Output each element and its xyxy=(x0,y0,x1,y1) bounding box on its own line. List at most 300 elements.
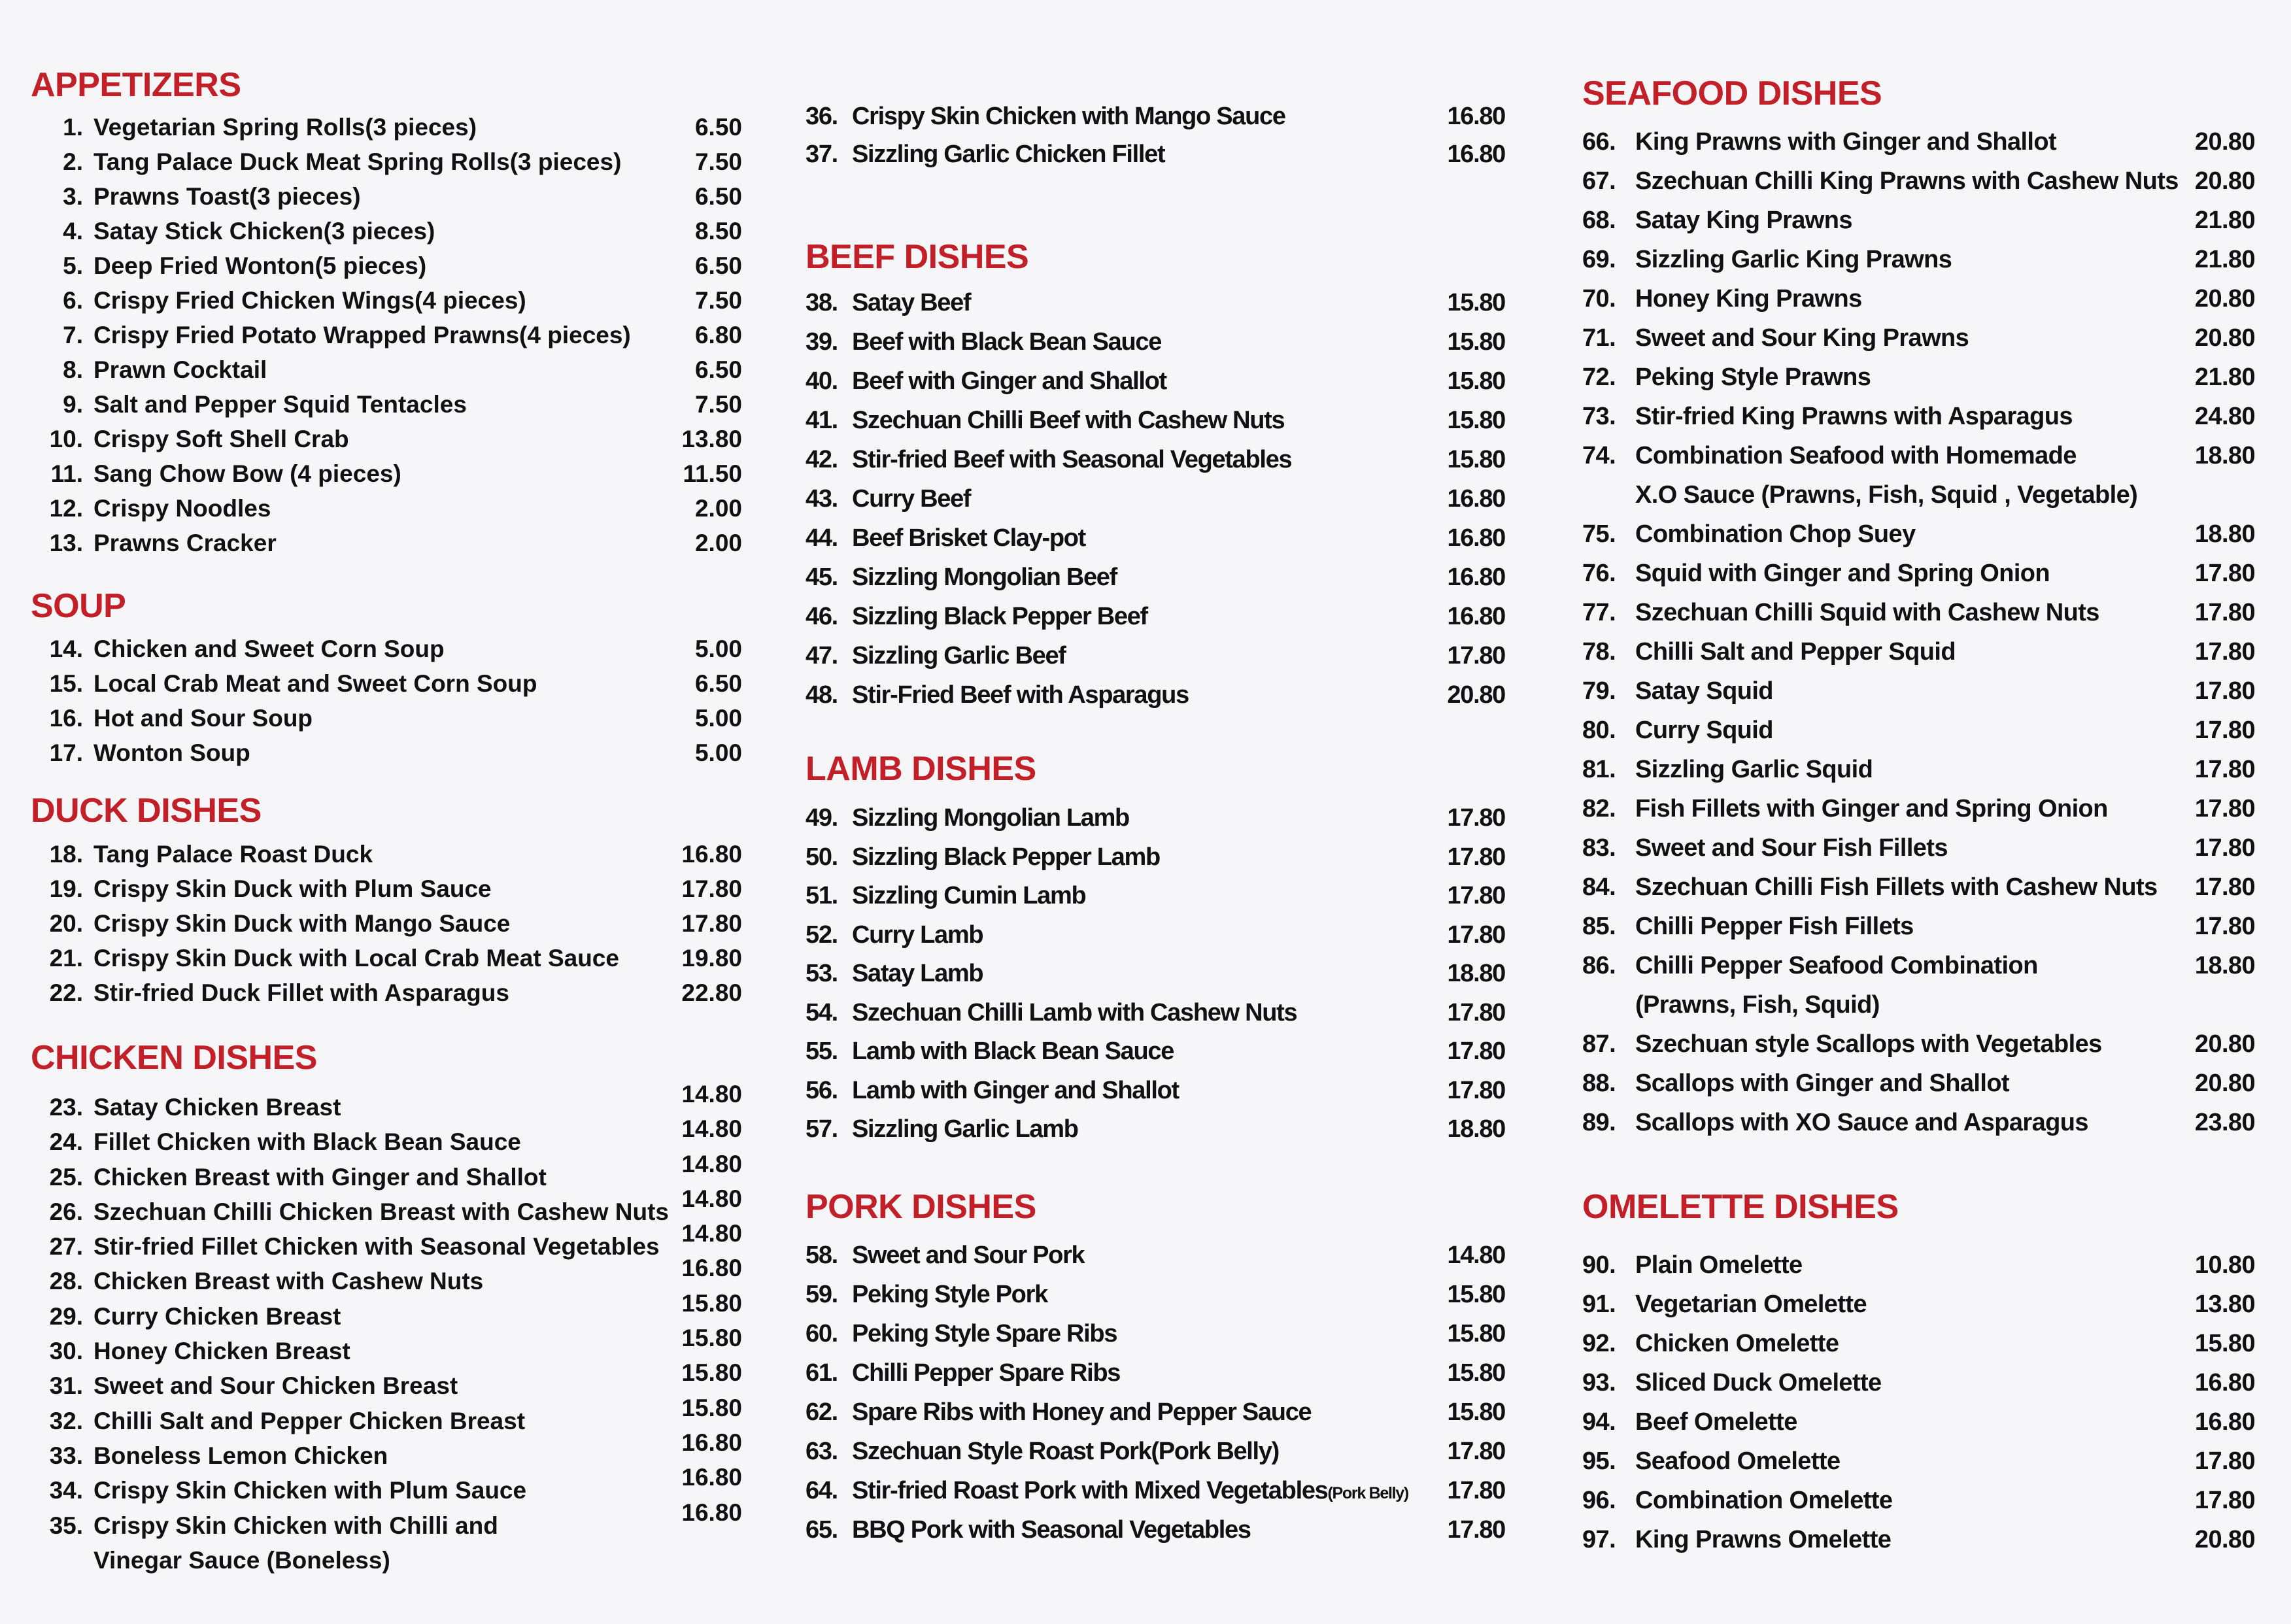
menu-item xyxy=(31,1150,742,1194)
item-name-wrap xyxy=(1635,1363,1882,1402)
menu-item xyxy=(31,906,742,941)
item-number: 95. xyxy=(1582,1447,1616,1475)
item-price: 17.80 xyxy=(2194,913,2255,940)
item-name-wrap xyxy=(93,318,631,352)
item-price: 17.80 xyxy=(1447,921,1505,949)
item-name-wrap xyxy=(93,666,537,701)
item-name: Chicken Breast with Cashew Nuts xyxy=(93,1268,484,1295)
item-price: 16.80 xyxy=(1447,524,1505,552)
menu-item xyxy=(806,597,1505,636)
item-name: Fish Fillets with Ginger and Spring Onion xyxy=(1635,795,2108,822)
item-name: Peking Style Spare Ribs xyxy=(852,1320,1117,1347)
item-price: 16.80 xyxy=(1447,103,1505,130)
item-name: Boneless Lemon Chicken xyxy=(93,1442,388,1469)
item-number: 25. xyxy=(49,1163,83,1191)
item-price: 15.80 xyxy=(1447,446,1505,473)
item-price: 17.80 xyxy=(1447,998,1505,1026)
item-number: 83. xyxy=(1582,834,1616,862)
menu-item xyxy=(1582,828,2255,868)
item-name-wrap xyxy=(852,1471,1408,1513)
item-name-wrap xyxy=(93,1508,498,1543)
item-price: 15.80 xyxy=(1447,1398,1505,1426)
item-price: 21.80 xyxy=(2194,246,2255,273)
item-price: 17.80 xyxy=(2194,834,2255,862)
item-price: 22.80 xyxy=(681,979,742,1006)
item-name-wrap xyxy=(852,97,1285,135)
menu-item xyxy=(31,1289,742,1334)
item-name: Lamb with Ginger and Shallot xyxy=(852,1076,1179,1104)
item-number: 46. xyxy=(806,603,838,630)
menu-item xyxy=(806,675,1505,715)
item-name: Beef with Ginger and Shallot xyxy=(852,367,1166,395)
item-name-wrap xyxy=(852,877,1085,916)
item-price: 17.80 xyxy=(2194,599,2255,626)
item-price: 6.50 xyxy=(694,252,742,279)
menu-item xyxy=(806,322,1505,362)
menu-item xyxy=(31,1220,742,1264)
item-name: Sizzling Cumin Lamb xyxy=(852,882,1086,909)
item-name: Chicken and Sweet Corn Soup xyxy=(93,635,445,662)
item-name-wrap xyxy=(1635,397,2073,436)
item-number: 41. xyxy=(806,407,838,434)
item-name-wrap xyxy=(852,1032,1174,1072)
menu-item xyxy=(806,955,1505,994)
item-number: 76. xyxy=(1582,560,1616,587)
item-name: Szechuan Chilli Lamb with Cashew Nuts xyxy=(852,998,1297,1026)
item-price: 14.80 xyxy=(1447,1242,1505,1269)
section-title: SEAFOOD DISHES xyxy=(1582,75,1882,112)
item-price: 7.50 xyxy=(694,391,742,418)
menu-item xyxy=(806,1110,1505,1149)
menu-item-continuation xyxy=(1582,985,2255,1024)
item-name: Chilli Salt and Pepper Squid xyxy=(1635,638,1956,666)
item-price: 19.80 xyxy=(681,945,742,972)
menu-item-continuation xyxy=(1582,475,2255,515)
menu-item xyxy=(806,362,1505,401)
item-name-wrap xyxy=(93,1194,669,1229)
item-number: 48. xyxy=(806,681,838,709)
item-name-wrap xyxy=(93,283,526,318)
item-name-wrap xyxy=(852,558,1117,597)
menu-item xyxy=(1582,279,2255,318)
menu-item xyxy=(1582,436,2255,475)
item-name: Combination Seafood with Homemade xyxy=(1635,442,2077,469)
menu-item xyxy=(31,1081,742,1125)
item-name: Vegetarian Omelette xyxy=(1635,1291,1867,1318)
item-name: Local Crab Meat and Sweet Corn Soup xyxy=(93,670,537,697)
item-price: 17.80 xyxy=(1447,804,1505,832)
item-name: Szechuan Chilli Beef with Cashew Nuts xyxy=(852,407,1285,434)
item-price: 17.80 xyxy=(2194,677,2255,705)
item-name-wrap xyxy=(93,632,445,666)
item-name-wrap xyxy=(93,1160,547,1194)
item-name-wrap xyxy=(1635,1285,1867,1324)
item-number: 89. xyxy=(1582,1109,1616,1136)
item-number: 68. xyxy=(1582,207,1616,234)
item-number: 42. xyxy=(806,446,838,473)
item-name: Tang Palace Duck Meat Spring Rolls(3 pieces) xyxy=(93,148,622,175)
menu-item xyxy=(806,877,1505,916)
item-number: 3. xyxy=(63,183,83,210)
menu-item xyxy=(1582,1064,2255,1103)
menu-item xyxy=(806,838,1505,877)
menu-section-omelette xyxy=(1582,1187,2255,1559)
item-name-wrap xyxy=(1635,201,1852,240)
menu-item xyxy=(806,1072,1505,1111)
menu-item xyxy=(31,456,742,491)
item-name-wrap xyxy=(1635,515,1916,554)
menu-item xyxy=(1582,515,2255,554)
item-name: Honey King Prawns xyxy=(1635,285,1862,313)
item-number: 52. xyxy=(806,921,838,949)
item-price: 15.80 xyxy=(681,1359,742,1387)
menu-item xyxy=(1582,711,2255,750)
item-number: 26. xyxy=(49,1198,83,1225)
item-name-wrap xyxy=(1635,828,1948,868)
item-name-wrap xyxy=(1635,632,1956,671)
item-number: 6. xyxy=(63,287,83,314)
item-price: 20.80 xyxy=(2194,1030,2255,1058)
item-name-wrap xyxy=(852,135,1164,173)
item-number: 44. xyxy=(806,524,838,552)
menu-section-pork xyxy=(806,1187,1505,1549)
item-name: Sizzling Garlic Lamb xyxy=(852,1115,1078,1143)
item-name: BBQ Pork with Seasonal Vegetables xyxy=(852,1516,1251,1544)
menu-item xyxy=(1582,1520,2255,1559)
item-number: 56. xyxy=(806,1076,838,1104)
item-name: Beef with Black Bean Sauce xyxy=(852,328,1162,356)
item-name-wrap xyxy=(1635,122,2056,161)
item-name: Peking Style Prawns xyxy=(1635,364,1871,391)
item-number: 59. xyxy=(806,1281,838,1308)
item-price: 17.80 xyxy=(2194,1447,2255,1475)
item-price: 17.80 xyxy=(681,875,742,902)
item-number: 58. xyxy=(806,1242,838,1269)
item-price: 17.80 xyxy=(1447,642,1505,669)
menu-item xyxy=(806,799,1505,838)
item-name: Stir-fried Beef with Seasonal Vegetables xyxy=(852,446,1292,473)
menu-item xyxy=(806,518,1505,558)
item-number: 38. xyxy=(806,289,838,316)
item-name: Sizzling Garlic Squid xyxy=(1635,756,1873,783)
item-number: 34. xyxy=(49,1477,83,1504)
item-price: 17.80 xyxy=(2194,795,2255,822)
item-name-wrap xyxy=(93,1090,341,1125)
item-name-wrap xyxy=(852,1275,1047,1314)
item-name: Szechuan Style Roast Pork(Pork Belly) xyxy=(852,1438,1280,1465)
item-note: (Pork Belly) xyxy=(1327,1484,1408,1502)
item-name: Crispy Fried Potato Wrapped Prawns(4 pieces) xyxy=(93,322,631,348)
item-name-wrap xyxy=(852,440,1291,479)
menu-section-chicken-cont xyxy=(806,97,1505,173)
menu-item xyxy=(31,975,742,1010)
menu-item xyxy=(806,1432,1505,1471)
section-title: CHICKEN DISHES xyxy=(31,1039,317,1077)
item-price: 6.50 xyxy=(694,183,742,210)
item-name: Szechuan Chilli Fish Fillets with Cashew Nuts xyxy=(1635,873,2158,901)
menu-item xyxy=(806,1510,1505,1549)
item-name: Prawn Cocktail xyxy=(93,356,267,383)
item-name: Chilli Pepper Seafood Combination xyxy=(1635,952,2038,979)
item-number: 36. xyxy=(806,103,838,130)
item-number: 97. xyxy=(1582,1526,1616,1553)
item-name-wrap xyxy=(852,1236,1084,1275)
item-price: 20.80 xyxy=(2194,128,2255,156)
item-name: Beef Omelette xyxy=(1635,1408,1797,1436)
item-name-wrap xyxy=(93,1299,341,1334)
menu-item xyxy=(1582,161,2255,201)
item-number: 10. xyxy=(49,426,83,452)
item-number: 4. xyxy=(63,218,83,245)
menu-item xyxy=(806,135,1505,173)
section-title: SOUP xyxy=(31,587,126,625)
item-number: 2. xyxy=(63,148,83,175)
item-number: 14. xyxy=(49,635,83,662)
item-number: 69. xyxy=(1582,246,1616,273)
menu-item xyxy=(31,632,742,666)
item-name-wrap xyxy=(852,322,1161,362)
menu-item xyxy=(806,401,1505,440)
item-name: Combination Omelette xyxy=(1635,1487,1893,1514)
menu-item xyxy=(31,387,742,422)
item-price: 15.80 xyxy=(1447,328,1505,356)
item-name: Fillet Chicken with Black Bean Sauce xyxy=(93,1128,521,1156)
item-number: 7. xyxy=(63,322,83,348)
item-price: 7.50 xyxy=(694,287,742,314)
item-name: Sweet and Sour Chicken Breast xyxy=(93,1372,458,1400)
item-name: Crispy Skin Chicken with Mango Sauce xyxy=(852,103,1285,130)
item-number: 45. xyxy=(806,564,838,591)
section-title: OMELETTE DISHES xyxy=(1582,1188,1899,1226)
menu-item xyxy=(31,736,742,770)
item-number: 43. xyxy=(806,485,838,513)
item-name-wrap xyxy=(93,179,361,214)
item-name-wrap xyxy=(852,799,1129,838)
item-name: Combination Chop Suey xyxy=(1635,520,1916,548)
item-name-wrap xyxy=(852,479,970,518)
menu-item xyxy=(806,558,1505,597)
item-name: Spare Ribs with Honey and Pepper Sauce xyxy=(852,1398,1312,1426)
menu-item xyxy=(31,1464,742,1508)
item-name: Stir-fried King Prawns with Asparagus xyxy=(1635,403,2073,430)
item-name: Stir-fried Fillet Chicken with Seasonal Vegetables xyxy=(93,1233,660,1260)
item-number: 5. xyxy=(63,252,83,279)
item-name: Sizzling Garlic Beef xyxy=(852,642,1066,669)
item-number: 28. xyxy=(49,1268,83,1295)
menu-item xyxy=(31,248,742,283)
item-price: 17.80 xyxy=(2194,1487,2255,1514)
item-name-wrap xyxy=(1635,1245,1803,1285)
item-name: Stir-fried Duck Fillet with Asparagus xyxy=(93,979,509,1006)
item-price: 8.50 xyxy=(694,218,742,245)
menu-item xyxy=(1582,1481,2255,1520)
item-name: Szechuan Chilli Chicken Breast with Cashew Nuts xyxy=(93,1198,669,1225)
item-name: King Prawns with Ginger and Shallot xyxy=(1635,128,2057,156)
menu-item xyxy=(31,1498,742,1543)
item-name-wrap xyxy=(1635,1442,1840,1481)
item-number: 79. xyxy=(1582,677,1616,705)
section-title: APPETIZERS xyxy=(31,66,241,104)
item-number: 63. xyxy=(806,1438,838,1465)
item-name-wrap xyxy=(1635,436,2077,475)
menu-item xyxy=(31,701,742,736)
item-name-wrap xyxy=(1635,1024,2102,1064)
item-number: 96. xyxy=(1582,1487,1616,1514)
menu-item xyxy=(31,871,742,906)
item-number: 40. xyxy=(806,367,838,395)
item-name-wrap xyxy=(93,144,621,179)
menu-item xyxy=(31,318,742,352)
item-number: 73. xyxy=(1582,403,1616,430)
item-number: 66. xyxy=(1582,128,1616,156)
item-price: 15.80 xyxy=(1447,1320,1505,1347)
item-name: Curry Beef xyxy=(852,485,971,513)
item-number: 19. xyxy=(49,875,83,902)
item-name: Prawns Toast(3 pieces) xyxy=(93,183,361,210)
item-number: 87. xyxy=(1582,1030,1616,1058)
item-name-wrap xyxy=(852,994,1297,1033)
menu-item xyxy=(1582,1442,2255,1481)
item-name: Plain Omelette xyxy=(1635,1251,1803,1279)
item-price: 14.80 xyxy=(681,1185,742,1212)
item-name-wrap xyxy=(93,214,435,248)
item-number: 54. xyxy=(806,998,838,1026)
item-name-wrap xyxy=(1635,240,1952,279)
menu-item xyxy=(31,1429,742,1473)
item-price: 16.80 xyxy=(681,1429,742,1456)
item-price: 21.80 xyxy=(2194,364,2255,391)
item-number: 50. xyxy=(806,843,838,871)
item-name: Crispy Skin Duck with Mango Sauce xyxy=(93,910,511,937)
item-number: 12. xyxy=(49,495,83,522)
item-name: Satay Beef xyxy=(852,289,971,316)
item-number: 80. xyxy=(1582,717,1616,744)
item-name-wrap xyxy=(852,1510,1251,1549)
menu-item-continuation xyxy=(31,1543,742,1578)
item-name-wrap xyxy=(93,248,426,283)
menu-item xyxy=(31,1325,742,1368)
item-name-wrap xyxy=(852,1110,1078,1149)
menu-item xyxy=(1582,1324,2255,1363)
item-name-wrap xyxy=(852,401,1284,440)
item-price: 16.80 xyxy=(681,1498,742,1526)
item-price: 18.80 xyxy=(1447,960,1505,987)
item-number: 39. xyxy=(806,328,838,356)
item-name: Crispy Skin Chicken with Plum Sauce xyxy=(93,1477,527,1504)
item-name: Satay Squid xyxy=(1635,677,1773,705)
menu-item xyxy=(1582,201,2255,240)
item-price: 15.80 xyxy=(1447,289,1505,316)
item-name-wrap xyxy=(852,916,983,955)
menu-item xyxy=(31,1115,742,1159)
item-number: 49. xyxy=(806,804,838,832)
menu-item xyxy=(31,1185,742,1229)
item-name-wrap xyxy=(93,1264,483,1298)
item-number: 86. xyxy=(1582,952,1616,979)
item-number: 29. xyxy=(49,1302,83,1330)
menu-item xyxy=(806,283,1505,322)
item-name: Honey Chicken Breast xyxy=(93,1338,350,1365)
menu-item xyxy=(1582,632,2255,671)
item-price: 17.80 xyxy=(2194,717,2255,744)
item-name-wrap xyxy=(852,675,1189,715)
item-name-wrap xyxy=(852,283,970,322)
item-name: Beef Brisket Clay-pot xyxy=(852,524,1086,552)
item-name: Curry Lamb xyxy=(852,921,983,949)
item-number: 11. xyxy=(50,460,83,487)
item-name-wrap xyxy=(93,1473,526,1508)
item-name-wrap xyxy=(1635,1064,2009,1103)
item-name-wrap xyxy=(1635,593,2099,632)
item-name: Sizzling Garlic Chicken Fillet xyxy=(852,141,1165,168)
item-price: 17.80 xyxy=(1447,1477,1505,1504)
item-name: Crispy Fried Chicken Wings(4 pieces) xyxy=(93,287,526,314)
item-number: 67. xyxy=(1582,167,1616,195)
menu-item xyxy=(1582,1285,2255,1324)
item-name-wrap xyxy=(1635,554,2050,593)
menu-section-beef xyxy=(806,237,1505,715)
item-price: 14.80 xyxy=(681,1081,742,1108)
menu-item xyxy=(31,422,742,456)
menu-item xyxy=(806,440,1505,479)
item-name: Crispy Skin Duck with Local Crab Meat Sauce xyxy=(93,945,619,972)
item-name: Sizzling Black Pepper Lamb xyxy=(852,843,1160,871)
item-number: 55. xyxy=(806,1038,838,1065)
item-number: 27. xyxy=(49,1233,83,1260)
item-name-wrap xyxy=(93,736,250,770)
item-name: Prawns Cracker xyxy=(93,530,277,556)
item-name-wrap xyxy=(93,906,510,941)
item-name: Salt and Pepper Squid Tentacles xyxy=(93,391,467,418)
item-number: 13. xyxy=(49,530,83,556)
item-number: 32. xyxy=(49,1407,83,1434)
item-price: 17.80 xyxy=(2194,873,2255,901)
item-name-wrap xyxy=(93,941,619,975)
item-price: 20.80 xyxy=(1447,681,1505,709)
item-number: 23. xyxy=(49,1094,83,1121)
item-price: 10.80 xyxy=(2194,1251,2255,1279)
menu-item xyxy=(1582,1245,2255,1285)
menu-item xyxy=(1582,554,2255,593)
item-price: 16.80 xyxy=(2194,1369,2255,1396)
item-price: 16.80 xyxy=(681,1255,742,1282)
menu-item xyxy=(806,97,1505,135)
item-number: 91. xyxy=(1582,1291,1616,1318)
section-title: BEEF DISHES xyxy=(806,238,1029,276)
item-price: 14.80 xyxy=(681,1220,742,1247)
item-name-wrap xyxy=(1635,1402,1797,1442)
item-price: 17.80 xyxy=(1447,1038,1505,1065)
item-name: Crispy Noodles xyxy=(93,495,271,522)
item-price: 13.80 xyxy=(2194,1291,2255,1318)
menu-item xyxy=(1582,868,2255,907)
menu-item xyxy=(31,1359,742,1403)
item-number: 90. xyxy=(1582,1251,1616,1279)
item-name-wrap xyxy=(1635,868,2158,907)
item-name-wrap xyxy=(93,1368,458,1403)
item-name: Satay Lamb xyxy=(852,960,983,987)
item-price: 15.80 xyxy=(1447,407,1505,434)
item-number: 53. xyxy=(806,960,838,987)
item-name-wrap xyxy=(1635,279,1862,318)
item-number: 22. xyxy=(49,979,83,1006)
item-price: 5.00 xyxy=(694,739,742,766)
item-price: 16.80 xyxy=(2194,1408,2255,1436)
item-name-wrap xyxy=(93,110,477,144)
item-name: Peking Style Pork xyxy=(852,1281,1047,1308)
item-number: 82. xyxy=(1582,795,1616,822)
item-price: 23.80 xyxy=(2194,1109,2255,1136)
